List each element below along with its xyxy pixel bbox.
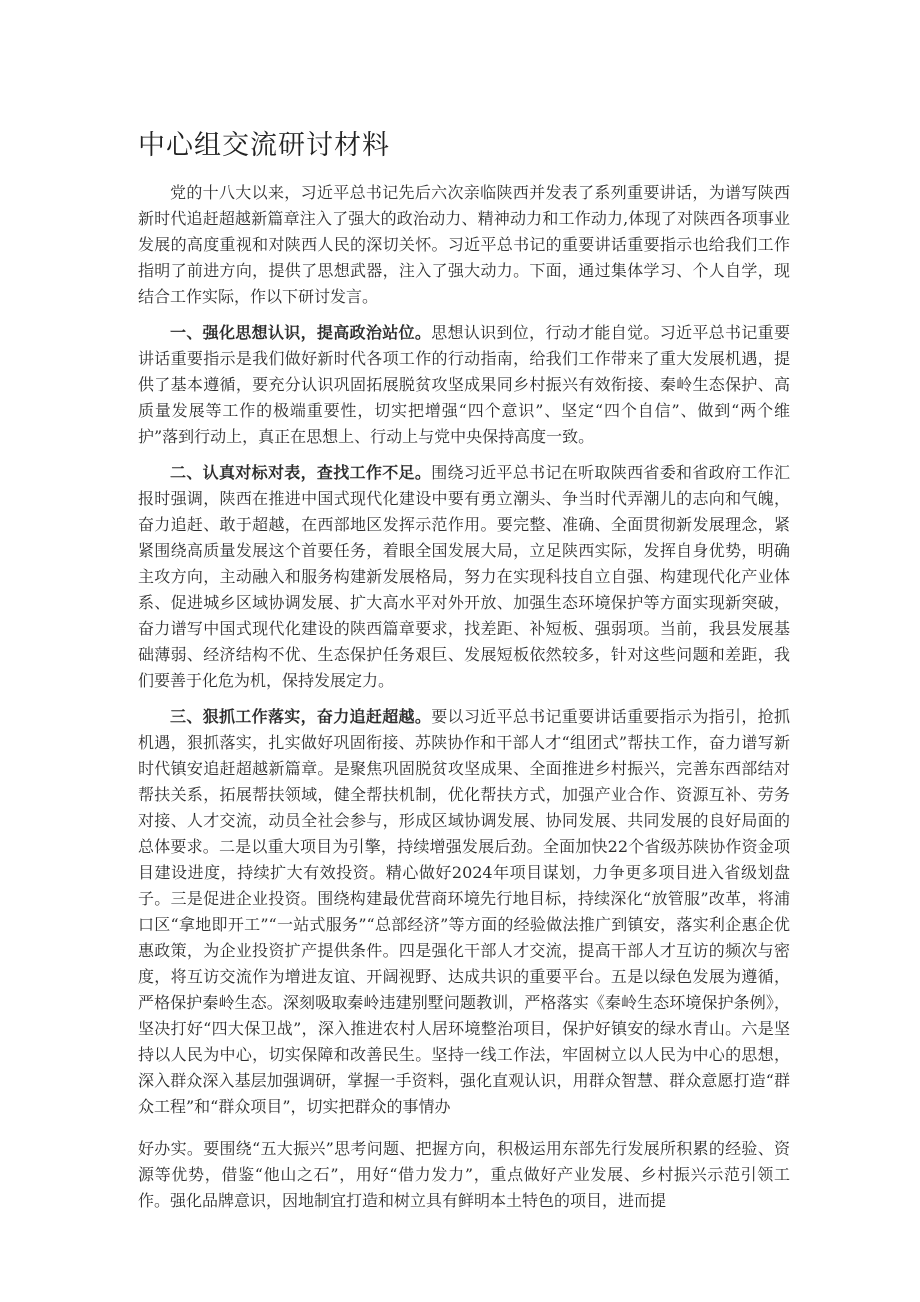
continuation-paragraph: 好办实。要围绕“五大振兴”思考问题、把握方向，积极运用东部先行发展所积累的经验、资源等优势，借鉴“他山之石”，用好“借力发力”，重点做好产业发展、乡村振兴示范引领工作。强化品牌意识，因地制宜打造和树立具有鲜明本土特色的项目，进而提: [138, 1139, 790, 1210]
document-title: 中心组交流研讨材料: [138, 130, 390, 161]
section-2-heading: 二、认真对标对表，查找工作不足。: [170, 463, 432, 482]
section-1-heading: 一、强化思想认识，提高政治站位。: [170, 323, 432, 342]
intro-paragraph: 党的十八大以来，习近平总书记先后六次亲临陕西并发表了系列重要讲话，为谱写陕西新时代追赶超越新篇章注入了强大的政治动力、精神动力和工作动力,体现了对陕西各项事业发展的高度重视和对陕西人民的深切关怀。习近平总书记的重要讲话重要指示也给我们工作指明了前进方向，提供了思想武器，注入了强大动力。下面，通过集体学习、个人自学，现结合工作实际，作以下研讨发言。: [138, 183, 790, 306]
section-3-heading: 三、狠抓工作落实，奋力追赶超越。: [170, 707, 432, 726]
section-3-paragraph: [138, 704, 790, 1120]
document-page: [138, 124, 790, 1224]
section-1-body: 思想认识到位，行动才能自觉。习近平总书记重要讲话重要指示是我们做好新时代各项工作的行动指南，给我们工作带来了重大发展机遇，提供了基本遵循，要充分认识巩固拓展脱贫攻坚成果同乡村振兴有效衔接、秦岭生态保护、高质量发展等工作的极端重要性，切实把增强“四个意识”、坚定“四个自信”、做到“两个维护”落到行动上，真正在思想上、行动上与党中央保持高度一致。: [138, 323, 790, 446]
section-2-body: 围绕习近平总书记在听取陕西省委和省政府工作汇报时强调，陕西在推进中国式现代化建设中要有勇立潮头、争当时代弄潮儿的志向和气魄，奋力追赶、敢于超越，在西部地区发挥示范作用。要完整、准确、全面贯彻新发展理念，紧紧围绕高质量发展这个首要任务，着眼全国发展大局，立足陕西实际，发挥自身优势，明确主攻方向，主动融入和服务构建新发展格局，努力在实现科技自立自强、构建现代化产业体系、促进城乡区域协调发展、扩大高水平对外开放、加强生态环境保护等方面实现新突破，奋力谱写中国式现代化建设的陕西篇章要求，找差距、补短板、强弱项。当前，我县发展基础薄弱、经济结构不优、生态保护任务艰巨、发展短板依然较多，针对这些问题和差距，我们要善于化危为机，保持发展定力。: [138, 463, 790, 690]
section-2-paragraph: [138, 460, 790, 694]
section-3-body: 要以习近平总书记重要讲话重要指示为指引，抢抓机遇，狠抓落实，扎实做好巩固衔接、苏陕协作和干部人才“组团式”帮扶工作，奋力谱写新时代镇安追赶超越新篇章。是聚焦巩固脱贫攻坚成果、全面推进乡村振兴，完善东西部结对帮扶关系，拓展帮扶领域，健全帮扶机制，优化帮扶方式，加强产业合作、资源互补、劳务对接、人才交流，动员全社会参与，形成区域协调发展、协同发展、共同发展的良好局面的总体要求。二是以重大项目为引擎，持续增强发展后劲。全面加快22个省级苏陕协作资金项目建设进度，持续扩大有效投资。精心做好2024年项目谋划，力争更多项目进入省级划盘子。三是促进企业投资。围绕构建最优营商环境先行地目标，持续深化“放管服”改革，将浦口区“拿地即开工”“一站式服务”“总部经济”等方面的经验做法推广到镇安，落实利企惠企优惠政策，为企业投资扩产提供条件。四是强化干部人才交流，提高干部人才互访的频次与密度，将互访交流作为增进友谊、开阔视野、达成共识的重要平台。五是以绿色发展为遵循，严格保护秦岭生态。深刻吸取秦岭违建别墅问题教训，严格落实《秦岭生态环境保护条例》，坚决打好“四大保卫战”，深入推进农村人居环境整治项目，保护好镇安的绿水青山。六是坚持以人民为中心，切实保障和改善民生。坚持一线工作法，牢固树立以人民为中心的思想，深入群众深入基层加强调研，掌握一手资料，强化直观认识，用群众智慧、群众意愿打造“群众工程”和“群众项目”，切实把群众的事情办: [138, 707, 790, 1116]
section-1-paragraph: [138, 320, 790, 450]
